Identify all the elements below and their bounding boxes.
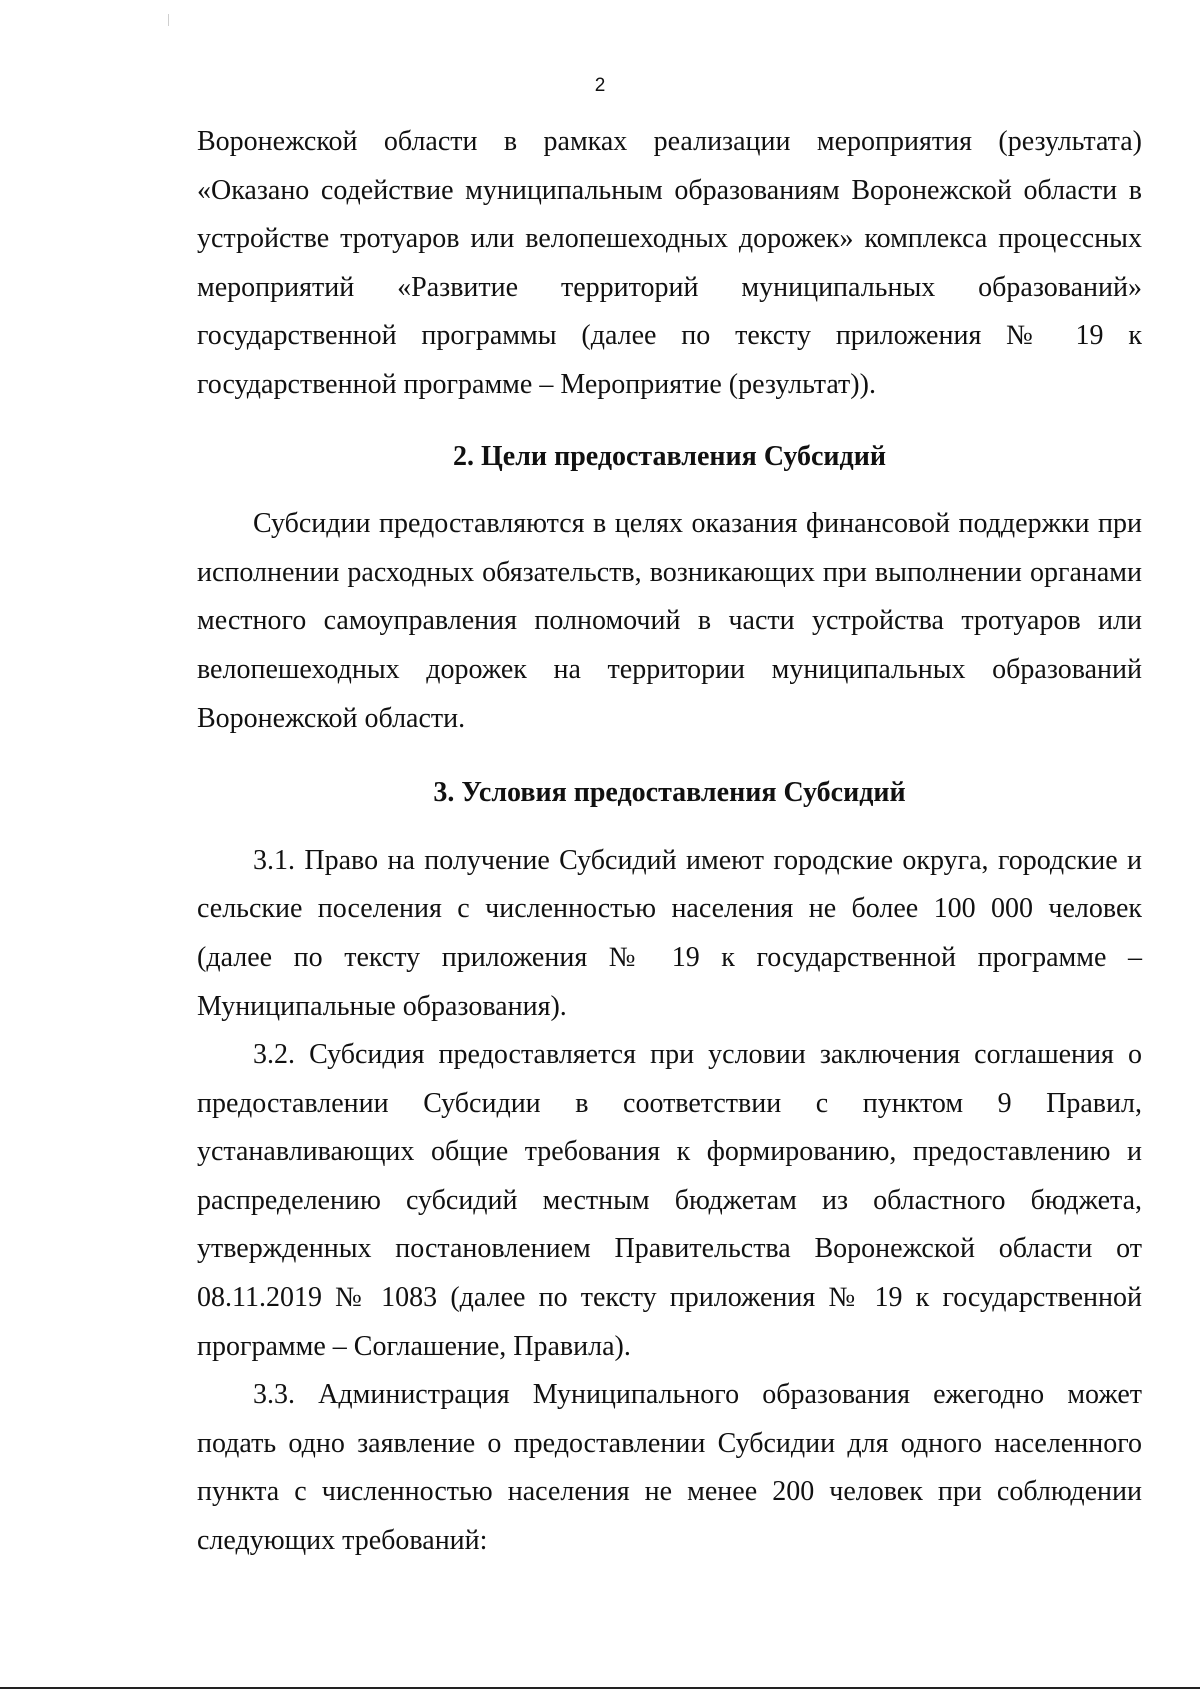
page-bottom-rule (0, 1687, 1200, 1689)
clause-3-2: 3.2. Субсидия предоставляется при условии заключения соглашения о предоставлении Субсидии в соответствии с пунктом 9 Правил, устанавливающих общие требования к формированию, предоставлению и распределению субсидий местным бюджетам из областного бюджета, утвержденных постановлением Правительства Воронежской области от 08.11.2019 № 1083 (далее по тексту приложения № 19 к государственной программе – Соглашение, Правила). (197, 1039, 1142, 1362)
document-body (197, 118, 1142, 1566)
clause-3-3: 3.3. Администрация Муниципального образования ежегодно может подать одно заявление о предоставлении Субсидии для одного населенного пункта с численностью населения не менее 200 человек при соблюдении следующих требований: (197, 1379, 1142, 1557)
scan-edge-mark (168, 14, 169, 26)
clause-3-1: 3.1. Право на получение Субсидий имеют городские округа, городские и сельские поселения с численностью населения не более 100 000 человек (далее по тексту приложения № 19 к государственной программе – Муниципальные образования). (197, 844, 1142, 1022)
page-number: 2 (594, 75, 606, 96)
section-3-heading: 3. Условия предоставления Субсидий (433, 777, 906, 809)
intro-paragraph: Воронежской области в рамках реализации мероприятия (результата) «Оказано содействие муниципальным образованиям Воронежской области в устройстве тротуаров или велопешеходных дорожек» комплекса процессных мероприятий «Развитие территорий муниципальных образований» государственной программы (далее по тексту приложения № 19 к государственной программе – Мероприятие (результат)). (197, 126, 1142, 400)
section-2-heading: 2. Цели предоставления Субсидий (453, 440, 886, 472)
section-2-paragraph: Субсидии предоставляются в целях оказания финансовой поддержки при исполнении расходных обязательств, возникающих при выполнении органами местного самоуправления полномочий в части устройства тротуаров или велопешеходных дорожек на территории муниципальных образований Воронежской области. (197, 508, 1142, 734)
